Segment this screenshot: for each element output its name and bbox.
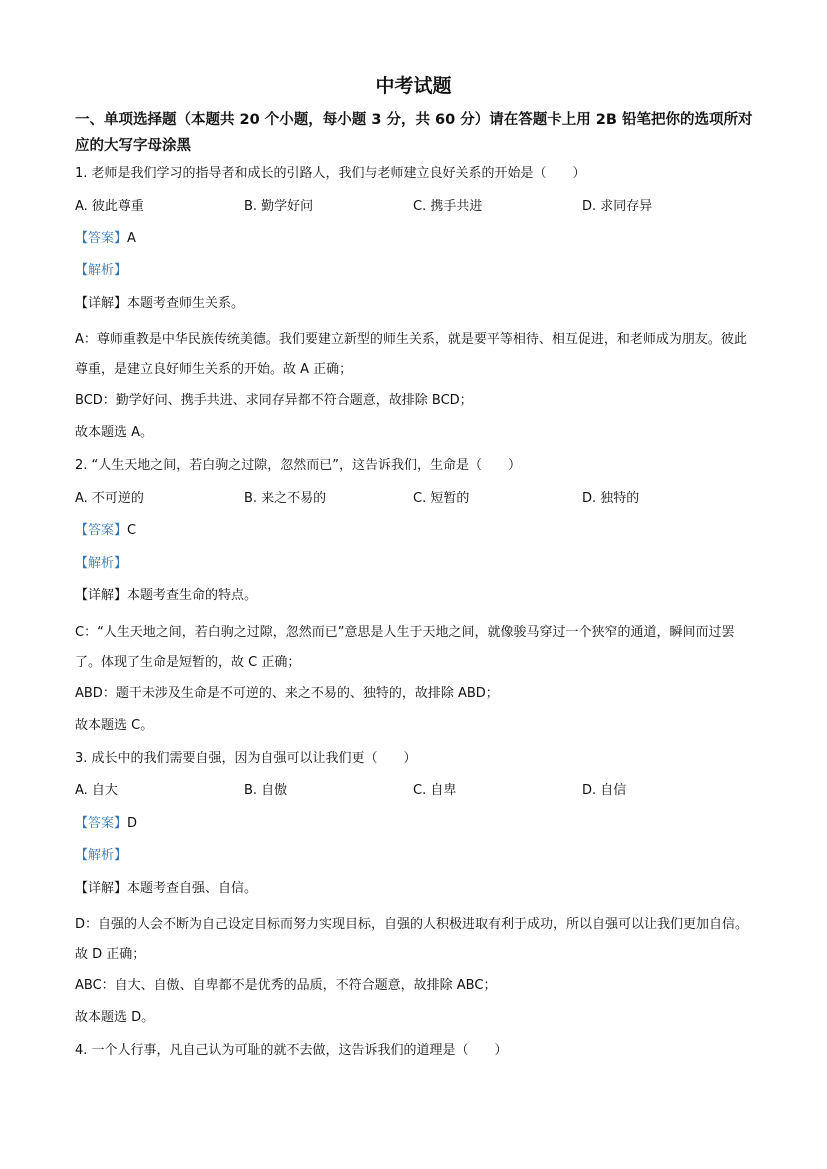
question-2-option-d: D. 独特的 — [582, 491, 640, 506]
question-2-options — [75, 488, 755, 510]
question-1-option-a: A. 彼此尊重 — [75, 199, 144, 214]
question-3-options — [75, 780, 755, 802]
question-3-option-c: C. 自卑 — [413, 783, 457, 798]
question-1-explanation-1: A：尊师重教是中华民族传统美德。我们要建立新型的师生关系，就是要平等相待、相互促进，和老师成为朋友。彼此尊重，是建立良好师生关系的开始。故 A 正确； — [75, 332, 747, 377]
question-1-analysis-tag: 【解析】 — [75, 263, 128, 278]
question-2-option-a: A. 不可逆的 — [75, 491, 144, 506]
question-2-answer — [75, 520, 755, 542]
question-3-option-d: D. 自信 — [582, 783, 627, 798]
question-2-detail: 【详解】本题考查生命的特点。 — [75, 588, 258, 603]
question-2-option-c: C. 短暂的 — [413, 491, 470, 506]
question-2-explanation-1: C：“人生天地之间，若白驹之过隙，忽然而已”意思是人生于天地之间，就像骏马穿过一个狭窄的通道，瞬间而过罢了。体现了生命是短暂的，故 C 正确； — [75, 625, 735, 670]
question-2-conclusion: 故本题选 C。 — [75, 718, 154, 733]
question-1-explanation-2: BCD：勤学好问、携手共进、求同存异都不符合题意，故排除 BCD； — [75, 393, 473, 408]
question-1-conclusion: 故本题选 A。 — [75, 425, 154, 440]
question-1-options — [75, 196, 755, 218]
answer-value: A — [127, 231, 136, 246]
question-3-option-a: A. 自大 — [75, 783, 118, 798]
question-2-stem: 2. “人生天地之间，若白驹之过隙，忽然而已”，这告诉我们，生命是（ ） — [75, 458, 522, 473]
question-2-explanation-2: ABD：题干未涉及生命是不可逆的、来之不易的、独特的，故排除 ABD； — [75, 686, 499, 701]
document-title: 中考试题 — [375, 75, 452, 97]
question-3-answer — [75, 813, 755, 835]
question-1-option-b: B. 勤学好问 — [244, 199, 314, 214]
question-1-stem: 1. 老师是我们学习的指导者和成长的引路人，我们与老师建立良好关系的开始是（ ） — [75, 166, 586, 181]
answer-value: C — [127, 523, 137, 538]
question-3-stem: 3. 成长中的我们需要自强，因为自强可以让我们更（ ） — [75, 751, 417, 766]
question-1-option-c: C. 携手共进 — [413, 199, 483, 214]
question-2-option-b: B. 来之不易的 — [244, 491, 327, 506]
question-3-detail: 【详解】本题考查自强、自信。 — [75, 881, 258, 896]
question-3-explanation-2: ABC：自大、自傲、自卑都不是优秀的品质，不符合题意，故排除 ABC； — [75, 978, 497, 993]
answer-tag: 【答案】 — [75, 231, 128, 246]
question-1-detail: 【详解】本题考查师生关系。 — [75, 296, 245, 311]
question-1-answer — [75, 228, 755, 250]
question-1-option-d: D. 求同存异 — [582, 199, 653, 214]
question-3-explanation-1: D：自强的人会不断为自己设定目标而努力实现目标，自强的人积极进取有利于成功，所以自强可以让我们更加自信。故 D 正确； — [75, 917, 749, 962]
answer-tag: 【答案】 — [75, 523, 128, 538]
answer-tag: 【答案】 — [75, 816, 128, 831]
question-3-option-b: B. 自傲 — [244, 783, 288, 798]
section-heading: 一、单项选择题（本题共 20 个小题，每小题 3 分，共 60 分）请在答题卡上用 2B 铅笔把你的选项所对应的大写字母涂黑 — [75, 112, 753, 154]
question-3-analysis-tag: 【解析】 — [75, 848, 128, 863]
question-3-conclusion: 故本题选 D。 — [75, 1010, 155, 1025]
question-4-stem: 4. 一个人行事，凡自己认为可耻的就不去做，这告诉我们的道理是（ ） — [75, 1043, 508, 1058]
answer-value: D — [127, 816, 138, 831]
question-2-analysis-tag: 【解析】 — [75, 556, 128, 571]
